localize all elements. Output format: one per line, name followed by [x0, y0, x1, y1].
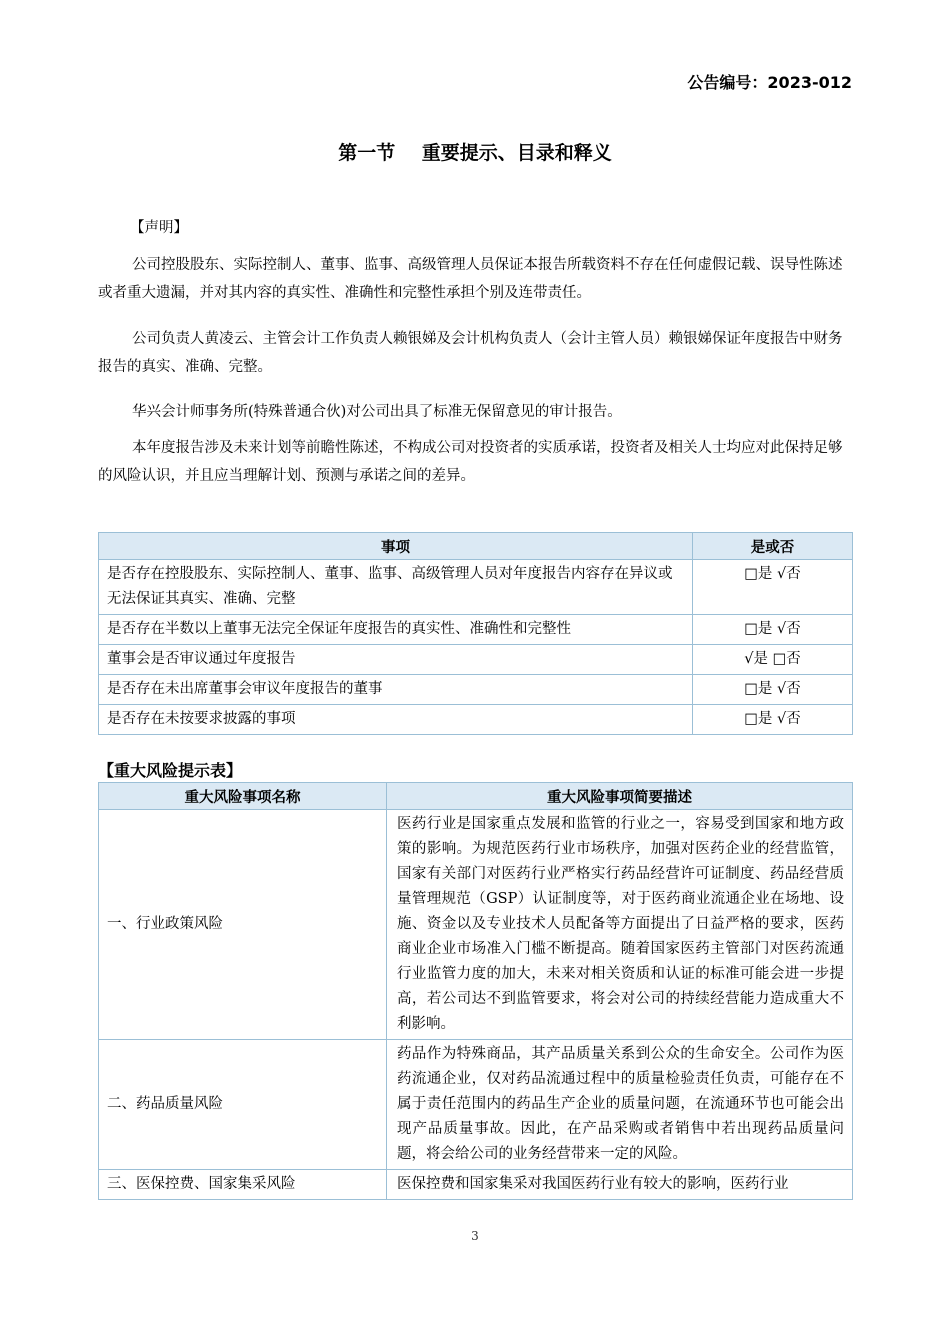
table-row [99, 560, 853, 615]
table-row [99, 705, 853, 735]
risk-table-heading: 【重大风险提示表】 [98, 761, 243, 780]
column-header-answer: 是或否 [693, 533, 853, 560]
risk-table [98, 782, 853, 1200]
table-row [99, 1170, 853, 1200]
answer-cell: □是 √否 [693, 615, 853, 645]
table-row [99, 810, 853, 1040]
column-header-item: 事项 [99, 533, 693, 560]
risk-description-cell: 药品作为特殊商品，其产品质量关系到公众的生命安全。公司作为医药流通企业，仅对药品流通过程中的质量检验责任负责，可能存在不属于责任范围内的药品生产企业的质量问题，在流通环节也可能会出现产品质量事故。因此，在产品采购或者销售中若出现药品质量问题，将会给公司的业务经营带来一定的风险。 [387, 1040, 853, 1170]
item-cell: 董事会是否审议通过年度报告 [99, 645, 693, 675]
item-cell: 是否存在控股股东、实际控制人、董事、监事、高级管理人员对年度报告内容存在异议或无法保证其真实、准确、完整 [99, 560, 693, 615]
announcement-number: 公告编号：2023-012 [687, 73, 852, 92]
declaration-heading: 【声明】 [130, 220, 188, 236]
item-cell: 是否存在未按要求披露的事项 [99, 705, 693, 735]
risk-name-cell: 三、医保控费、国家集采风险 [99, 1170, 387, 1200]
risk-description-cell: 医保控费和国家集采对我国医药行业有较大的影响，医药行业 [387, 1170, 853, 1200]
item-cell: 是否存在未出席董事会审议年度报告的董事 [99, 675, 693, 705]
page-number: 3 [471, 1229, 479, 1243]
table-header-row [99, 783, 853, 810]
declaration-paragraph: 公司控股股东、实际控制人、董事、监事、高级管理人员保证本报告所载资料不存在任何虚假记载、误导性陈述或者重大遗漏，并对其内容的真实性、准确性和完整性承担个别及连带责任。 [98, 257, 843, 301]
column-header-risk-description: 重大风险事项简要描述 [387, 783, 853, 810]
section-title: 第一节 重要提示、目录和释义 [338, 142, 612, 164]
answer-cell: √是 □否 [693, 645, 853, 675]
table-row [99, 1040, 853, 1170]
risk-name-cell: 二、药品质量风险 [99, 1040, 387, 1170]
risk-name-cell: 一、行业政策风险 [99, 810, 387, 1040]
answer-cell: □是 √否 [693, 560, 853, 615]
declaration-paragraph: 华兴会计师事务所(特殊普通合伙)对公司出具了标准无保留意见的审计报告。 [132, 404, 622, 420]
column-header-risk-name: 重大风险事项名称 [99, 783, 387, 810]
table-row [99, 645, 853, 675]
answer-cell: □是 √否 [693, 675, 853, 705]
item-cell: 是否存在半数以上董事无法完全保证年度报告的真实性、准确性和完整性 [99, 615, 693, 645]
risk-description-cell: 医药行业是国家重点发展和监管的行业之一，容易受到国家和地方政策的影响。为规范医药行业市场秩序，加强对医药企业的经营监管，国家有关部门对医药行业严格实行药品经营许可证制度、药品经营质量管理规范（GSP）认证制度等，对于医药商业流通企业在场地、设施、资金以及专业技术人员配备等方面提出了日益严格的要求，医药商业企业市场准入门槛不断提高。随着国家医药主管部门对医药流通行业监管力度的加大，未来对相关资质和认证的标准可能会进一步提高，若公司达不到监管要求，将会对公司的持续经营能力造成重大不利影响。 [387, 810, 853, 1040]
table-header-row [99, 533, 853, 560]
table-row [99, 675, 853, 705]
answer-cell: □是 √否 [693, 705, 853, 735]
table-row [99, 615, 853, 645]
confirmation-table [98, 532, 853, 735]
declaration-paragraph: 公司负责人黄凌云、主管会计工作负责人赖银娣及会计机构负责人（会计主管人员）赖银娣保证年度报告中财务报告的真实、准确、完整。 [98, 331, 843, 375]
declaration-paragraph: 本年度报告涉及未来计划等前瞻性陈述，不构成公司对投资者的实质承诺，投资者及相关人士均应对此保持足够的风险认识，并且应当理解计划、预测与承诺之间的差异。 [98, 440, 843, 484]
